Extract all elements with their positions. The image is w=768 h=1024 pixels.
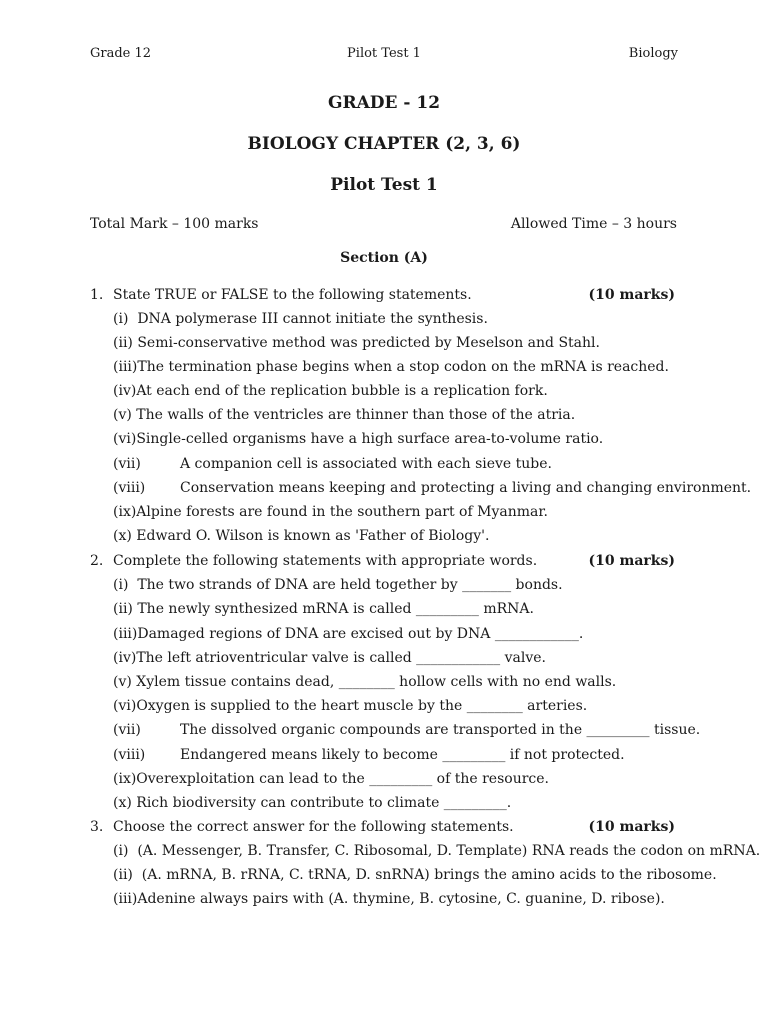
- item-label: (i): [113, 577, 129, 593]
- test-title: Pilot Test 1: [330, 175, 438, 195]
- item-label: (vi): [113, 698, 137, 714]
- item-label: (iii): [113, 626, 138, 642]
- item-label: (iv): [113, 650, 137, 666]
- list-item: [113, 576, 563, 594]
- list-item: [113, 527, 489, 545]
- allowed-time: Allowed Time – 3 hours: [510, 216, 677, 232]
- grade-title: GRADE - 12: [327, 93, 441, 113]
- item-text: DNA polymerase III cannot initiate the synthesis.: [137, 311, 488, 327]
- chapter-title: BIOLOGY CHAPTER (2, 3, 6): [247, 134, 521, 154]
- item-label: (i): [113, 843, 129, 859]
- header-test: Pilot Test 1: [347, 46, 421, 61]
- item-text: Edward O. Wilson is known as 'Father of Biology'.: [136, 528, 490, 544]
- list-item: [113, 794, 511, 812]
- list-item: [113, 479, 751, 497]
- item-text: At each end of the replication bubble is a replication fork.: [136, 383, 548, 399]
- list-item: [113, 673, 616, 691]
- list-item: [113, 770, 549, 788]
- list-item: [113, 358, 669, 376]
- item-label: (i): [113, 311, 129, 327]
- question-marks: (10 marks): [588, 287, 675, 303]
- item-text: Damaged regions of DNA are excised out by DNA ____________.: [137, 626, 584, 642]
- item-label: (v): [113, 407, 132, 423]
- item-label: (iii): [113, 891, 138, 907]
- section-heading: Section (A): [340, 250, 428, 266]
- item-text: The dissolved organic compounds are transported in the _________ tissue.: [180, 722, 701, 738]
- item-text: The two strands of DNA are held together by _______ bonds.: [137, 577, 563, 593]
- question-number: 2.: [90, 553, 104, 569]
- list-item: [113, 382, 548, 400]
- item-text: Alpine forests are found in the southern part of Myanmar.: [136, 504, 548, 520]
- item-label: (viii): [113, 480, 146, 496]
- list-item: [113, 503, 548, 521]
- question-number: 1.: [90, 287, 104, 303]
- list-item: [113, 697, 587, 715]
- item-text: (A. mRNA, B. rRNA, C. tRNA, D. snRNA) brings the amino acids to the ribosome.: [141, 867, 717, 883]
- item-text: Conservation means keeping and protecting a living and changing environment.: [180, 480, 752, 496]
- item-text: A companion cell is associated with each sieve tube.: [180, 456, 553, 472]
- item-text: Semi-conservative method was predicted by Meselson and Stahl.: [137, 335, 600, 351]
- item-text: Overexploitation can lead to the _________ of the resource.: [136, 771, 549, 787]
- header-grade: Grade 12: [90, 46, 152, 61]
- item-label: (iv): [113, 383, 137, 399]
- list-item: [113, 625, 583, 643]
- total-mark: Total Mark – 100 marks: [90, 216, 259, 232]
- list-item: [113, 721, 700, 739]
- question-text: Complete the following statements with appropriate words.: [113, 553, 538, 569]
- question-number: 3.: [90, 819, 104, 835]
- item-label: (x): [113, 795, 132, 811]
- item-label: (vii): [113, 722, 141, 738]
- item-label: (vi): [113, 431, 137, 447]
- list-item: [113, 334, 600, 352]
- item-text: The walls of the ventricles are thinner than those of the atria.: [136, 407, 576, 423]
- item-text: Oxygen is supplied to the heart muscle by the ________ arteries.: [136, 698, 588, 714]
- item-text: The left atrioventricular valve is called ____________ valve.: [136, 650, 546, 666]
- item-text: Endangered means likely to become _________ if not protected.: [180, 747, 625, 763]
- item-text: Adenine always pairs with (A. thymine, B. cytosine, C. guanine, D. ribose).: [137, 891, 665, 907]
- item-label: (ii): [113, 335, 133, 351]
- list-item: [113, 746, 625, 764]
- question-text: Choose the correct answer for the following statements.: [113, 819, 514, 835]
- item-label: (vii): [113, 456, 141, 472]
- item-label: (ix): [113, 771, 137, 787]
- item-text: Xylem tissue contains dead, ________ hollow cells with no end walls.: [136, 674, 617, 690]
- item-text: (A. Messenger, B. Transfer, C. Ribosomal, D. Template) RNA reads the codon on mRNA.: [137, 843, 761, 859]
- item-label: (ii): [113, 867, 133, 883]
- question-marks: (10 marks): [588, 819, 675, 835]
- question-marks: (10 marks): [588, 553, 675, 569]
- list-item: [113, 430, 603, 448]
- question-text: State TRUE or FALSE to the following statements.: [113, 287, 472, 303]
- item-text: Rich biodiversity can contribute to climate _________.: [136, 795, 512, 811]
- list-item: [113, 406, 575, 424]
- list-item: [113, 310, 488, 328]
- item-label: (v): [113, 674, 132, 690]
- item-label: (ii): [113, 601, 133, 617]
- item-text: Single-celled organisms have a high surface area-to-volume ratio.: [136, 431, 604, 447]
- item-label: (iii): [113, 359, 138, 375]
- header-subject: Biology: [628, 46, 678, 61]
- list-item: [113, 649, 546, 667]
- item-label: (x): [113, 528, 132, 544]
- item-text: The newly synthesized mRNA is called _________ mRNA.: [137, 601, 534, 617]
- item-text: The termination phase begins when a stop codon on the mRNA is reached.: [137, 359, 669, 375]
- list-item: [113, 890, 665, 908]
- list-item: [113, 455, 552, 473]
- item-label: (viii): [113, 747, 146, 763]
- item-label: (ix): [113, 504, 137, 520]
- list-item: [113, 842, 760, 860]
- list-item: [113, 600, 534, 618]
- list-item: [113, 866, 717, 884]
